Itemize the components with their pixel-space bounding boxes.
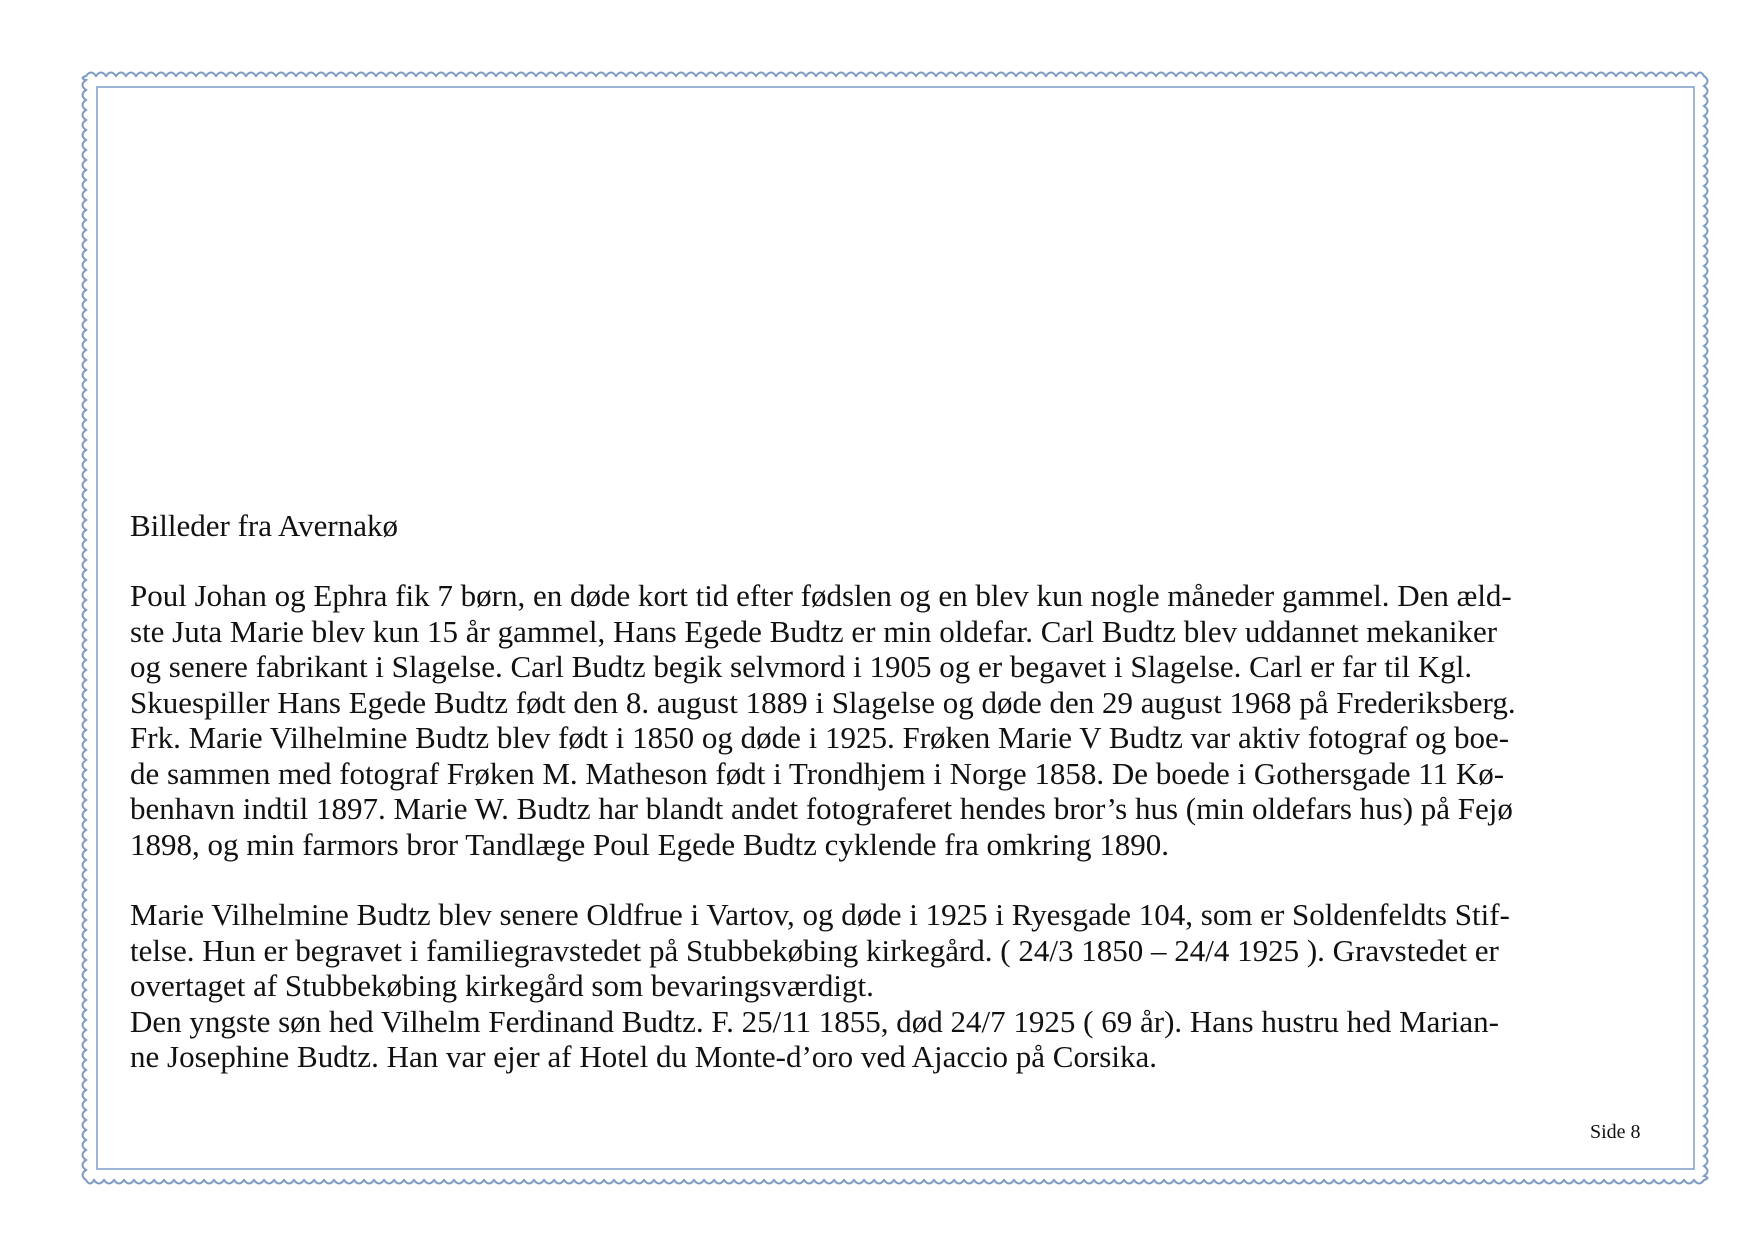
paragraph-line: ne Josephine Budtz. Han var ejer af Hotel du Monte-d’oro ved Ajaccio på Corsika. <box>130 1039 1157 1074</box>
paragraph-2 <box>130 897 1635 1075</box>
paragraph-line: Skuespiller Hans Egede Budtz født den 8. august 1889 i Slagelse og døde den 29 august 1968 på Frederiksberg. <box>130 684 1516 720</box>
paragraph-line: benhavn indtil 1897. Marie W. Budtz har blandt andet fotograferet hendes bror’s hus (min oldefars hus) på Fejø <box>130 791 1513 826</box>
paragraph-line: Poul Johan og Ephra fik 7 børn, en døde kort tid efter fødslen og en blev kun nogle måneder gammel. Den æld- <box>130 578 1512 613</box>
spacer <box>130 862 1635 897</box>
paragraph-line: ste Juta Marie blev kun 15 år gammel, Hans Egede Budtz er min oldefar. Carl Budtz blev uddannet mekaniker <box>130 613 1498 649</box>
paragraph-1 <box>130 578 1635 862</box>
paragraph-line: telse. Hun er begravet i familiegravstedet på Stubbekøbing kirkegård. ( 24/3 1850 – 24/4 1925 ). Gravstedet er <box>130 932 1499 968</box>
paragraph-line: Marie Vilhelmine Budtz blev senere Oldfrue i Vartov, og døde i 1925 i Ryesgade 104, som er Soldenfeldts Stif- <box>130 897 1510 932</box>
paragraph-line: og senere fabrikant i Slagelse. Carl Budtz begik selvmord i 1905 og er begavet i Slagelse. Carl er far til Kgl. <box>130 649 1473 684</box>
paragraph-line: overtaget af Stubbekøbing kirkegård som bevaringsværdigt. <box>130 968 874 1003</box>
paragraph-line: 1898, og min farmors bror Tandlæge Poul Egede Budtz cyklende fra omkring 1890. <box>130 826 1169 862</box>
paragraph-line: Den yngste søn hed Vilhelm Ferdinand Budtz. F. 25/11 1855, død 24/7 1925 ( 69 år). Hans hustru hed Marian- <box>130 1003 1499 1039</box>
document-body <box>130 508 1635 1075</box>
paragraph-line: Frk. Marie Vilhelmine Budtz blev født i 1850 og døde i 1925. Frøken Marie V Budtz var aktiv fotograf og boe- <box>130 720 1510 755</box>
document-heading: Billeder fra Avernakø <box>130 508 398 543</box>
spacer <box>130 543 1635 578</box>
page-number: Side 8 <box>1590 1121 1641 1143</box>
paragraph-line: de sammen med fotograf Frøken M. Matheson født i Trondhjem i Norge 1858. De boede i Gothersgade 11 Kø- <box>130 755 1505 791</box>
